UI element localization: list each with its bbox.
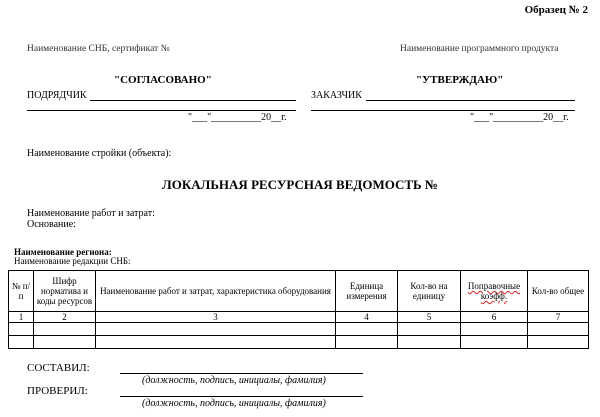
customer-date: "___"__________20__г. bbox=[470, 112, 569, 123]
table-cell bbox=[398, 336, 461, 349]
table-cell bbox=[528, 323, 589, 336]
table-cell bbox=[528, 336, 589, 349]
column-number: 5 bbox=[398, 312, 461, 323]
table-cell bbox=[398, 323, 461, 336]
table-cell bbox=[461, 323, 528, 336]
column-number: 4 bbox=[336, 312, 398, 323]
agreed-title: "СОГЛАСОВАНО" bbox=[114, 74, 212, 86]
checked-caption: (должность, подпись, инициалы, фамилия) bbox=[142, 398, 326, 409]
customer-signature-line bbox=[366, 100, 575, 101]
contractor-label: ПОДРЯДЧИК bbox=[27, 90, 87, 101]
header-work-name: Наименование работ и затрат, характеристика оборудования bbox=[96, 271, 336, 312]
customer-label: ЗАКАЗЧИК bbox=[311, 90, 362, 101]
edition-label: Наименование редакции СНБ: bbox=[14, 256, 131, 266]
header-unit: Единица измерения bbox=[336, 271, 398, 312]
contractor-second-line bbox=[27, 110, 296, 111]
column-number: 6 bbox=[461, 312, 528, 323]
table-row bbox=[9, 323, 589, 336]
contractor-signature-line bbox=[90, 100, 296, 101]
table-cell bbox=[96, 323, 336, 336]
table-cell bbox=[461, 336, 528, 349]
table-cell bbox=[34, 323, 96, 336]
table-cell bbox=[336, 336, 398, 349]
region-label: Наименование региона: bbox=[14, 247, 112, 257]
checked-label: ПРОВЕРИЛ: bbox=[27, 385, 88, 397]
sample-label: Образец № 2 bbox=[524, 4, 588, 16]
table-cell bbox=[9, 323, 34, 336]
contractor-date: "___"__________20__г. bbox=[188, 112, 287, 123]
header-code: Шифр норматива и коды ресурсов bbox=[34, 271, 96, 312]
checked-signature-line bbox=[120, 396, 363, 397]
snb-caption: Наименование СНБ, сертификат № bbox=[27, 44, 170, 54]
software-caption: Наименование программного продукта bbox=[400, 44, 559, 54]
works-label: Наименование работ и затрат: bbox=[27, 208, 155, 219]
column-number: 1 bbox=[9, 312, 34, 323]
document-title: ЛОКАЛЬНАЯ РЕСУРСНАЯ ВЕДОМОСТЬ № bbox=[162, 177, 438, 192]
table-cell bbox=[96, 336, 336, 349]
compiled-caption: (должность, подпись, инициалы, фамилия) bbox=[142, 375, 326, 386]
header-qty-per-unit: Кол-во на единицу bbox=[398, 271, 461, 312]
approve-title: "УТВЕРЖДАЮ" bbox=[416, 74, 504, 86]
customer-second-line bbox=[311, 110, 575, 111]
column-number: 7 bbox=[528, 312, 589, 323]
construction-label: Наименование стройки (объекта): bbox=[27, 148, 172, 159]
basis-label: Основание: bbox=[27, 219, 76, 230]
header-total-qty: Кол-во общее bbox=[528, 271, 589, 312]
table-row bbox=[9, 336, 589, 349]
table-cell bbox=[34, 336, 96, 349]
table-cell bbox=[9, 336, 34, 349]
table-cell bbox=[336, 323, 398, 336]
resource-table bbox=[8, 270, 589, 349]
header-number: № п/п bbox=[9, 271, 34, 312]
header-correction-text: Поправочные коэфф. bbox=[467, 281, 521, 301]
compiled-signature-line bbox=[120, 373, 363, 374]
header-correction bbox=[461, 271, 528, 312]
column-number: 2 bbox=[34, 312, 96, 323]
column-number: 3 bbox=[96, 312, 336, 323]
compiled-label: СОСТАВИЛ: bbox=[27, 362, 90, 374]
